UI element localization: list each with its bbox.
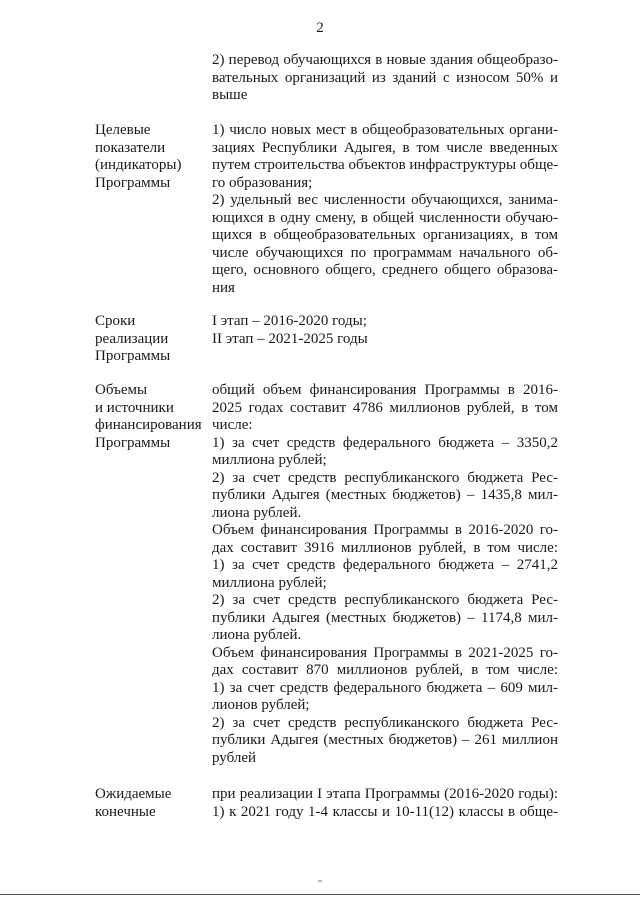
section-text-results [212,786,558,821]
text-line: зациях Республики Адыгея, в том числе введенных [212,139,558,156]
text-line: рублей [212,749,257,766]
text-line: числе обучающихся по программам начального об- [212,244,558,261]
section-text-terms [212,313,558,348]
text-line: лионов рублей; [212,697,310,713]
label-line: показатели [95,139,166,156]
label-line: Программы [95,348,171,364]
text-line: 1) к 2021 году 1-4 классы и 10-11(12) классы в обще- [212,803,558,820]
label-line: Программы [95,174,171,191]
text-line: 2) за счет средств республиканского бюджета Рес- [212,592,558,608]
text-line: I этап – 2016-2020 годы; [212,313,367,329]
text-line: ющихся в одну смену, в общей численности обучаю- [212,209,558,226]
text-line: публики Адыгея (местных бюджетов) – 1435,8 мил- [212,487,558,503]
text-line: 1) число новых мест в общеобразовательных органи- [212,122,558,138]
text-line: Объем финансирования Программы в 2021-2025 го- [212,644,558,661]
label-line: Целевые [95,122,151,138]
text-line: 1) за счет средств федерального бюджета – 2741,2 [212,557,558,573]
text-line: щихся в общеобразовательных организациях, в том [212,227,558,243]
text-line: вательных организаций из зданий с износом 50% и [212,69,558,86]
text-line: путем строительства объектов инфраструктуры обще- [212,157,559,173]
label-line: Сроки [95,313,136,329]
section-text-indicators [212,122,558,297]
text-line: ния [212,279,235,296]
text-line: 2) перевод обучающихся в новые здания общеобразо- [212,52,558,68]
text-line: 2) удельный вес численности обучающихся, занима- [212,192,558,208]
label-line: реализации [95,330,169,347]
section-label-results [95,786,207,821]
label-line: Объемы [95,382,148,398]
section-text-financing [212,382,558,767]
text-line: выше [212,87,248,103]
text-line: лиона рублей. [212,627,302,643]
text-line: миллиона рублей; [212,574,327,591]
text-line: числе: [212,417,253,433]
text-line: 1) за счет средств федерального бюджета – 3350,2 [212,434,558,451]
text-line: 2) за счет средств республиканского бюджета Рес- [212,469,558,486]
section-label-indicators [95,122,207,192]
scan-speck [318,880,322,882]
text-line: общий объем финансирования Программы в 2016- [212,382,558,398]
text-line: 2025 годах составит 4786 миллионов рублей, в том [212,399,558,416]
intro-paragraph [212,52,558,105]
label-line: Ожидаемые [95,786,172,802]
section-label-terms [95,313,207,366]
text-line: при реализации I этапа Программы (2016-2020 годы): [212,786,558,802]
section-label-financing [95,382,207,452]
text-line: 1) за счет средств федерального бюджета – 609 мил- [212,679,558,696]
text-line: миллиона рублей; [212,452,327,468]
text-line: публики Адыгея (местных бюджетов) – 261 миллион [212,732,558,748]
label-line: (индикаторы) [95,157,182,173]
text-line: щего, основного общего, среднего общего образова- [212,262,558,278]
text-line: Объем финансирования Программы в 2016-2020 го- [212,522,558,538]
page-bottom-edge [0,894,640,895]
text-line: го образования; [212,174,313,191]
text-line: дах составит 870 миллионов рублей, в том числе: [212,662,558,678]
page-number: 2 [316,20,324,36]
text-line: 2) за счет средств республиканского бюджета Рес- [212,714,558,731]
text-line: лиона рублей. [212,504,302,521]
label-line: Программы [95,434,171,451]
text-line: публики Адыгея (местных бюджетов) – 1174,8 мил- [212,609,558,626]
label-line: финансирования [95,417,202,433]
label-line: и источники [95,399,174,416]
text-line: дах составит 3916 миллионов рублей, в том числе: [212,539,558,556]
text-line: II этап – 2021-2025 годы [212,330,368,347]
label-line: конечные [95,803,156,820]
